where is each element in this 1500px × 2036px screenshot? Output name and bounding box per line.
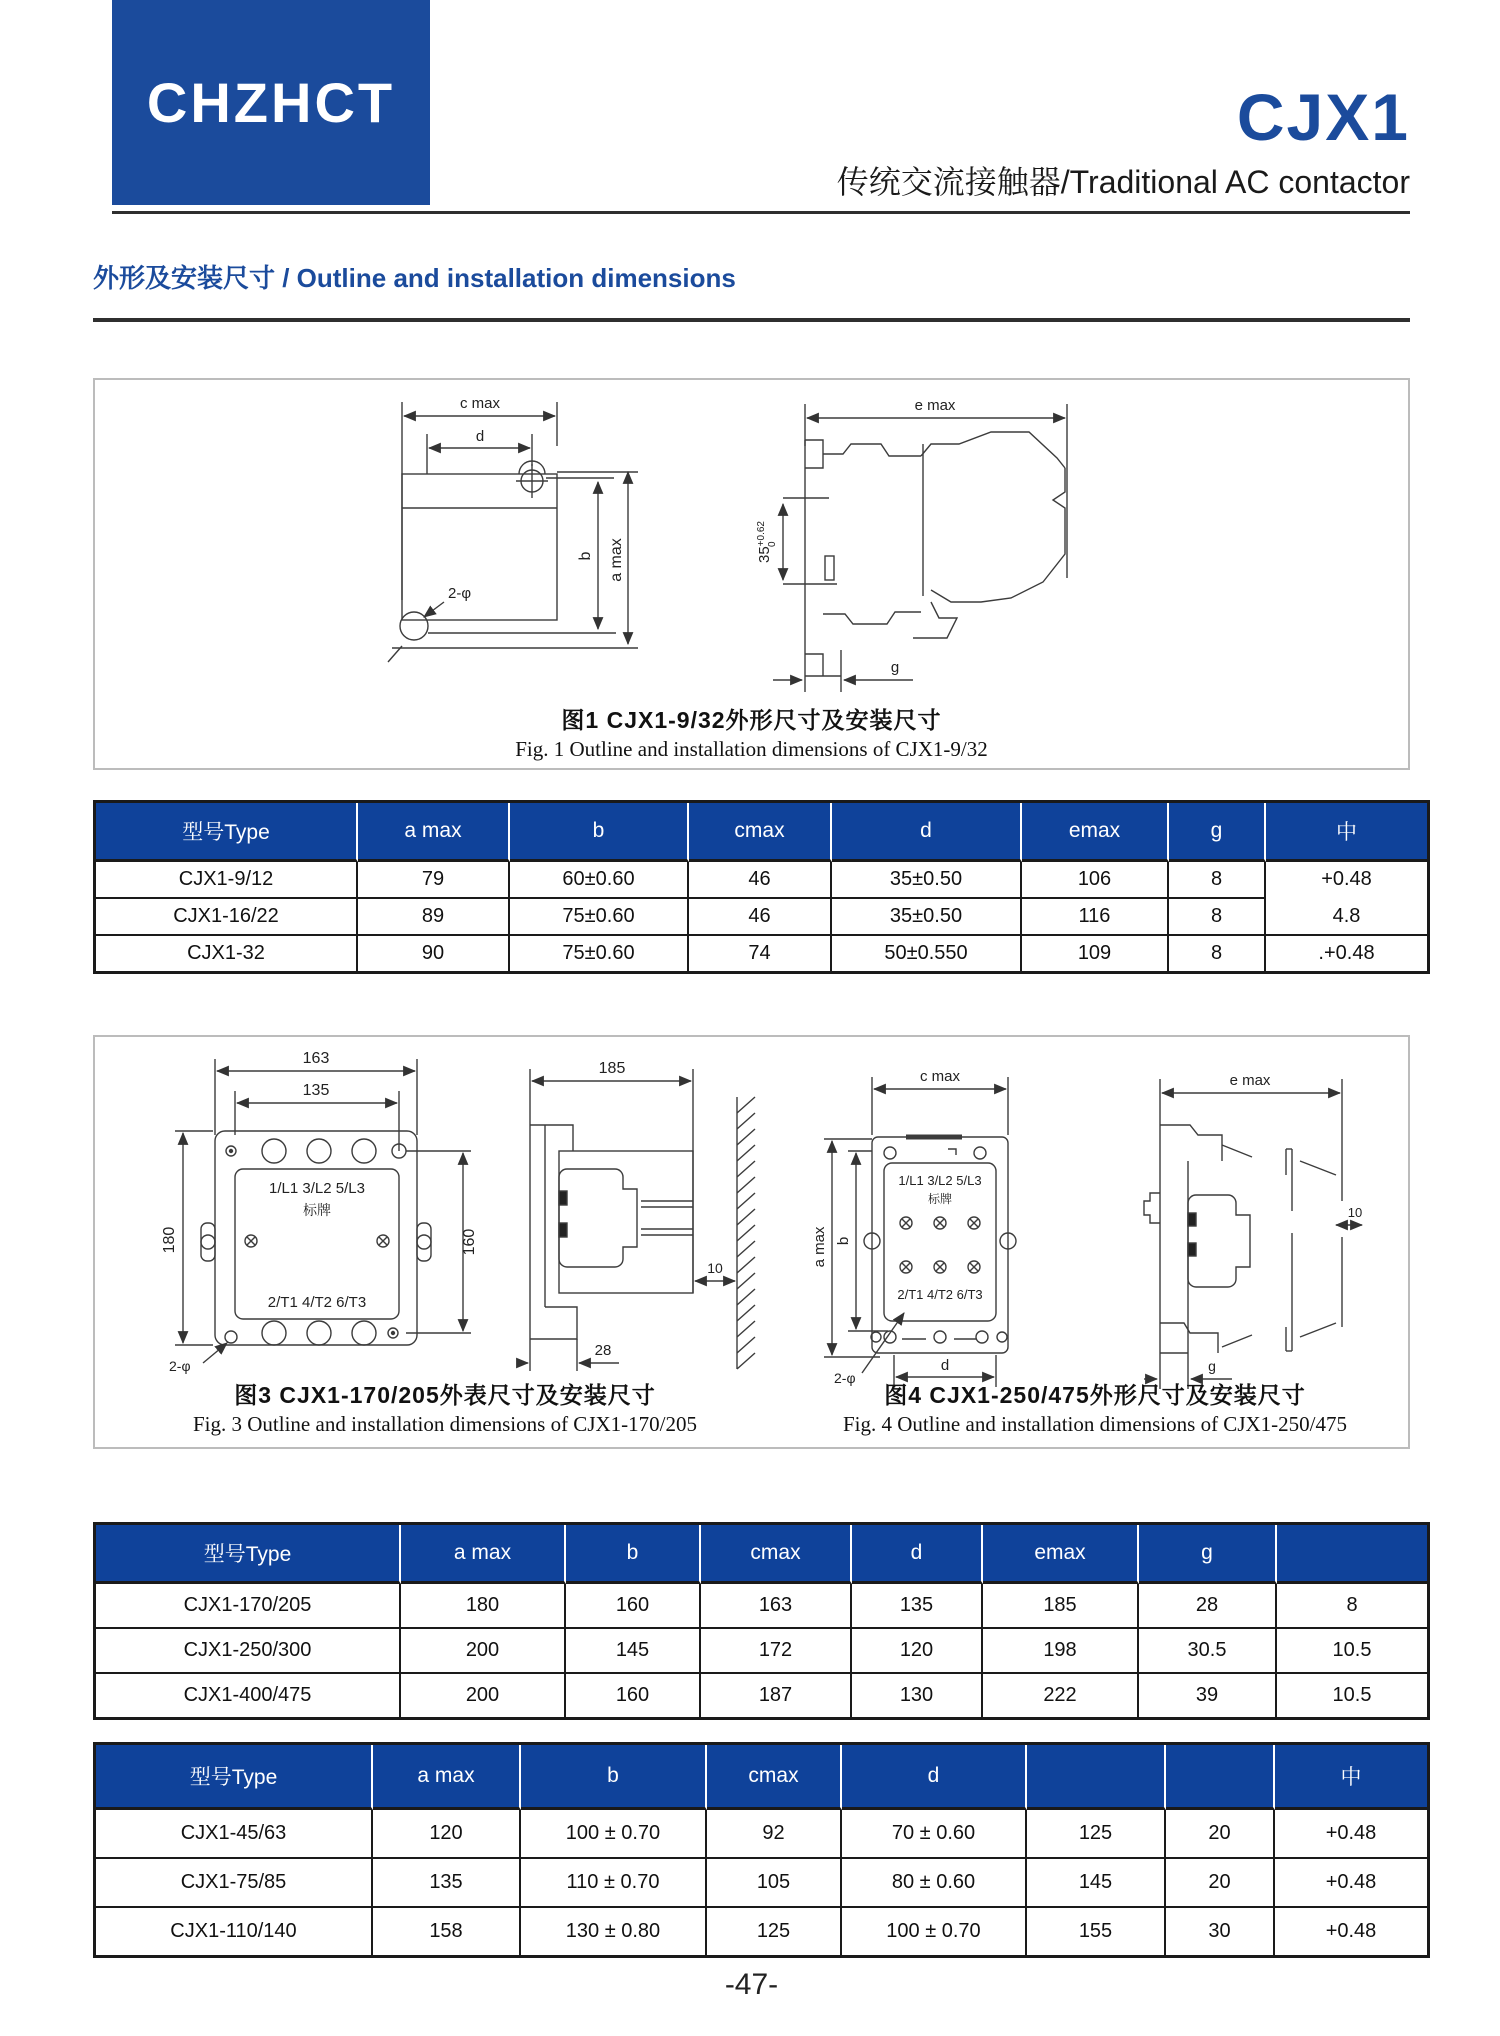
figure4-caption-zh: 图4 CJX1-250/475外形尺寸及安装尺寸: [884, 1382, 1306, 1408]
table-cell: +0.48: [1275, 1859, 1427, 1908]
table-cell: 35±0.50: [832, 899, 1022, 936]
table-row: [96, 1859, 1427, 1908]
column-header: [1027, 1745, 1166, 1810]
dim-label-cmax: c max: [459, 395, 501, 412]
table-cell: 155: [1027, 1908, 1166, 1955]
table-cell: CJX1-170/205: [96, 1584, 401, 1629]
figure1-panel: [93, 378, 1410, 770]
table-cell: +0.48: [1266, 862, 1427, 899]
table-cell: 8: [1277, 1584, 1427, 1629]
figure3-side-view-drawing: [515, 1045, 770, 1375]
table-cell: 100 ± 0.70: [842, 1908, 1027, 1955]
table-cell: 172: [701, 1629, 852, 1674]
table-cell: 106: [1022, 862, 1169, 899]
dim-label-emax: e max: [914, 397, 956, 414]
table-cell: 160: [566, 1584, 701, 1629]
table-cell: 35±0.50: [832, 862, 1022, 899]
dim-label-amax: a max: [608, 538, 625, 582]
figure4-caption-en: Fig. 4 Outline and installation dimensions of CJX1-250/475: [843, 1412, 1347, 1436]
header-row: [96, 1745, 1427, 1810]
dim-label-d: d: [940, 1357, 950, 1374]
table-cell: 4.8: [1266, 899, 1427, 936]
table-cell: 120: [373, 1810, 521, 1859]
column-header: 中: [1275, 1745, 1427, 1810]
table-cell: 39: [1139, 1674, 1277, 1717]
table-cell: 8: [1169, 862, 1266, 899]
table-cell: 125: [1027, 1810, 1166, 1859]
table-row: [96, 936, 1427, 971]
table-cell: 80 ± 0.60: [842, 1859, 1027, 1908]
header-row: [96, 803, 1427, 862]
column-header: a max: [358, 803, 510, 862]
table-cell: 30.5: [1139, 1629, 1277, 1674]
table-cell: 89: [358, 899, 510, 936]
table-cell: CJX1-110/140: [96, 1908, 373, 1955]
dim-label-din-rail: $35^{+0.62}0$: [756, 521, 778, 563]
column-header: cmax: [707, 1745, 842, 1810]
table-cell: 100 ± 0.70: [521, 1810, 707, 1859]
product-code: CJX1: [1236, 80, 1410, 154]
table-row: [96, 899, 1427, 936]
column-header: 中: [1266, 803, 1427, 862]
figure3-4-panel: [93, 1035, 1410, 1449]
terminal-labels-top: 1/L1 3/L2 5/L3: [898, 1173, 982, 1188]
table-cell: 145: [1027, 1859, 1166, 1908]
table-row: [96, 1629, 1427, 1674]
dim-label-g: g: [890, 659, 900, 676]
table-cell: 200: [401, 1674, 566, 1717]
table-cell: 158: [373, 1908, 521, 1955]
dimensions-table-cjx1-45-140: [93, 1742, 1430, 1958]
table-cell: 20: [1166, 1859, 1275, 1908]
table-cell: 30: [1166, 1908, 1275, 1955]
table-cell: CJX1-16/22: [96, 899, 358, 936]
nameplate-label: 标牌: [303, 1202, 331, 1218]
dim-label-mounting-holes: 2-φ: [448, 585, 472, 602]
table-cell: CJX1-45/63: [96, 1810, 373, 1859]
table-cell: 105: [707, 1859, 842, 1908]
table-cell: 130: [852, 1674, 983, 1717]
table-cell: CJX1-32: [96, 936, 358, 971]
table-cell: 135: [852, 1584, 983, 1629]
column-header: 型号Type: [96, 803, 358, 862]
figure4-side-view-drawing: [1140, 1065, 1385, 1395]
table-cell: CJX1-75/85: [96, 1859, 373, 1908]
header-divider: [112, 211, 1410, 214]
table-cell: 200: [401, 1629, 566, 1674]
dimensions-table-cjx1-170-475: [93, 1522, 1430, 1720]
dim-label-180: 180: [161, 1226, 178, 1254]
dim-label-160: 160: [461, 1228, 478, 1256]
column-header: b: [521, 1745, 707, 1810]
column-header: cmax: [689, 803, 832, 862]
dim-label-amax: a max: [811, 1226, 828, 1268]
figure1-side-view-drawing: [745, 388, 1095, 700]
column-header: g: [1169, 803, 1266, 862]
dim-label-mounting-holes: 2-φ: [834, 1370, 856, 1386]
figure3-caption-zh: 图3 CJX1-170/205外表尺寸及安装尺寸: [234, 1382, 656, 1408]
section-divider: [93, 318, 1410, 322]
column-header: d: [832, 803, 1022, 862]
table-cell: 46: [689, 899, 832, 936]
figure1-caption-en: Fig. 1 Outline and installation dimensions of CJX1-9/32: [515, 737, 988, 761]
figure4-front-view-drawing: [810, 1065, 1070, 1395]
column-header: 型号Type: [96, 1525, 401, 1584]
table-cell: 116: [1022, 899, 1169, 936]
column-header: a max: [401, 1525, 566, 1584]
table-row: [96, 1908, 1427, 1955]
table-cell: 79: [358, 862, 510, 899]
table-cell: 60±0.60: [510, 862, 689, 899]
dim-label-10: 10: [1347, 1205, 1363, 1220]
terminal-labels-bottom: 2/T1 4/T2 6/T3: [897, 1287, 983, 1302]
column-header: [1277, 1525, 1427, 1584]
dim-label-135: 135: [302, 1082, 330, 1099]
table-row: [96, 862, 1427, 899]
page-number: -47-: [724, 1968, 779, 2001]
column-header: d: [842, 1745, 1027, 1810]
column-header: a max: [373, 1745, 521, 1810]
column-header: b: [566, 1525, 701, 1584]
table-cell: 180: [401, 1584, 566, 1629]
dim-label-g: g: [1208, 1358, 1216, 1374]
column-header: g: [1139, 1525, 1277, 1584]
table-cell: 20: [1166, 1810, 1275, 1859]
table-cell: 125: [707, 1908, 842, 1955]
table-row: [96, 1674, 1427, 1717]
column-header: b: [510, 803, 689, 862]
dim-label-cmax: c max: [919, 1068, 961, 1085]
table-cell: CJX1-400/475: [96, 1674, 401, 1717]
brand-logo: [112, 0, 430, 205]
column-header: 型号Type: [96, 1745, 373, 1810]
section-heading: 外形及安装尺寸 / Outline and installation dimensions: [93, 263, 736, 293]
table-cell: 160: [566, 1674, 701, 1717]
table-cell: 135: [373, 1859, 521, 1908]
table-cell: 74: [689, 936, 832, 971]
dim-label-mounting-holes: 2-φ: [169, 1358, 191, 1374]
table-cell: 8: [1169, 936, 1266, 971]
logo-text: CHZHCT: [146, 71, 396, 134]
table-cell: 10.5: [1277, 1629, 1427, 1674]
figure1-caption: [95, 702, 1408, 762]
terminal-labels-bottom: 2/T1 4/T2 6/T3: [267, 1294, 367, 1311]
figure3-caption-en: Fig. 3 Outline and installation dimensions of CJX1-170/205: [193, 1412, 697, 1436]
table-cell: 163: [701, 1584, 852, 1629]
figure1-caption-zh: 图1 CJX1-9/32外形尺寸及安装尺寸: [561, 707, 942, 733]
table-cell: 75±0.60: [510, 899, 689, 936]
figure3-front-view-drawing: [147, 1045, 512, 1375]
dim-label-b: b: [835, 1236, 852, 1246]
table-cell: 10.5: [1277, 1674, 1427, 1717]
table-cell: 92: [707, 1810, 842, 1859]
table-cell: 130 ± 0.80: [521, 1908, 707, 1955]
column-header: emax: [1022, 803, 1169, 862]
dim-label-10: 10: [707, 1260, 723, 1276]
dim-label-b: b: [577, 551, 594, 561]
table-cell: +0.48: [1275, 1810, 1427, 1859]
table-cell: 198: [983, 1629, 1139, 1674]
dimensions-table-cjx1-9-32: [93, 800, 1430, 974]
dim-label-28: 28: [594, 1342, 612, 1359]
table-cell: 28: [1139, 1584, 1277, 1629]
table-cell: CJX1-9/12: [96, 862, 358, 899]
header-row: [96, 1525, 1427, 1584]
table-cell: 222: [983, 1674, 1139, 1717]
figure1-front-view-drawing: [332, 388, 662, 700]
table-cell: 110 ± 0.70: [521, 1859, 707, 1908]
table-cell: 120: [852, 1629, 983, 1674]
product-subtitle: 传统交流接触器/Traditional AC contactor: [836, 164, 1410, 200]
column-header: d: [852, 1525, 983, 1584]
dim-label-emax: e max: [1229, 1072, 1271, 1089]
table-cell: 50±0.550: [832, 936, 1022, 971]
column-header: cmax: [701, 1525, 852, 1584]
table-cell: 109: [1022, 936, 1169, 971]
table-cell: 70 ± 0.60: [842, 1810, 1027, 1859]
nameplate-label: 标牌: [927, 1192, 953, 1206]
figure3-caption: [115, 1377, 775, 1437]
table-cell: +0.48: [1275, 1908, 1427, 1955]
column-header: emax: [983, 1525, 1139, 1584]
figure4-caption: [795, 1377, 1395, 1437]
table-cell: CJX1-250/300: [96, 1629, 401, 1674]
table-cell: 187: [701, 1674, 852, 1717]
table-row: [96, 1584, 1427, 1629]
column-header: [1166, 1745, 1275, 1810]
table-cell: 75±0.60: [510, 936, 689, 971]
dim-label-163: 163: [302, 1050, 330, 1067]
table-row: [96, 1810, 1427, 1859]
terminal-labels-top: 1/L1 3/L2 5/L3: [269, 1180, 365, 1197]
table-cell: 46: [689, 862, 832, 899]
dim-label-d: d: [475, 428, 485, 445]
table-cell: 8: [1169, 899, 1266, 936]
table-cell: 90: [358, 936, 510, 971]
table-cell: 145: [566, 1629, 701, 1674]
table-cell: 185: [983, 1584, 1139, 1629]
table-cell: .+0.48: [1266, 936, 1427, 971]
dim-label-185: 185: [598, 1060, 626, 1077]
